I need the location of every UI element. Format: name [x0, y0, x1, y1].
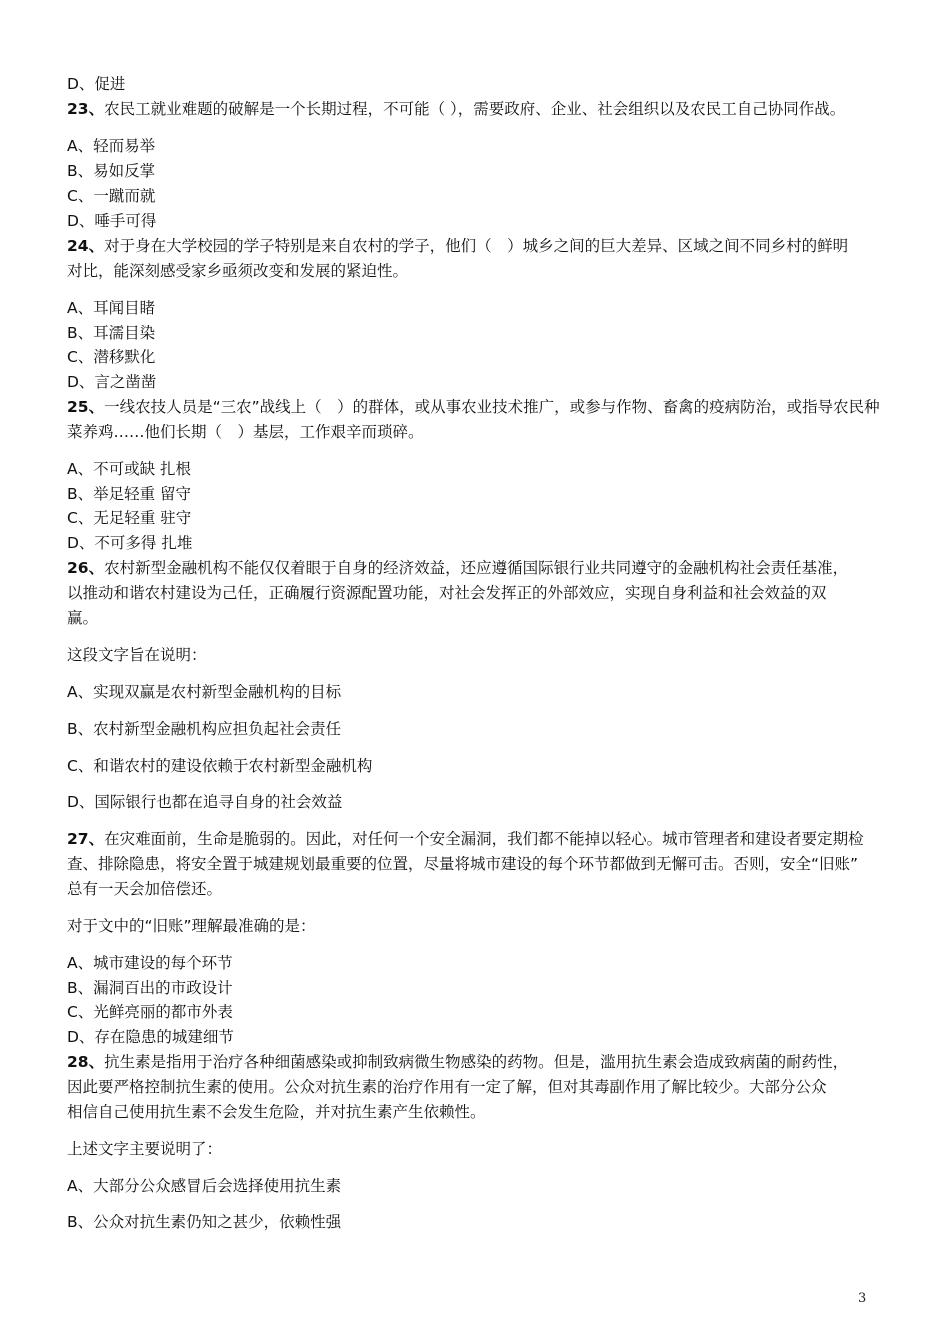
option-28-a: A、大部分公众感冒后会选择使用抗生素 [67, 1177, 342, 1195]
page-number: 3 [858, 1291, 867, 1306]
question-text-line: 总有一天会加倍偿还。 [67, 880, 223, 898]
question-text-line: 赢。 [67, 609, 99, 627]
option-25-b: B、举足轻重 留守 [67, 485, 192, 503]
question-28-stem [67, 1051, 848, 1073]
question-text-line: 相信自己使用抗生素不会发生危险，并对抗生素产生依赖性。 [67, 1103, 486, 1121]
option-25-d: D、不可多得 扎堆 [67, 534, 193, 552]
question-text-line: 农民工就业难题的破解是一个长期过程，不可能（ ），需要政府、企业、社会组织以及农民工自己协同作战。 [104, 100, 846, 118]
option-25-a: A、不可或缺 扎根 [67, 460, 192, 478]
option-24-d: D、言之凿凿 [67, 373, 157, 391]
option-25-c: C、无足轻重 驻守 [67, 509, 192, 527]
option-23-b: B、易如反掌 [67, 162, 156, 180]
question-27-prompt: 对于文中的“旧账”理解最准确的是： [67, 917, 316, 935]
question-text-line: 因此要严格控制抗生素的使用。公众对抗生素的治疗作用有一定了解，但对其毒副作用了解比较少。大部分公众 [67, 1078, 827, 1096]
option-27-a: A、城市建设的每个环节 [67, 954, 233, 972]
question-27-stem [67, 828, 864, 850]
question-text-line: 对于身在大学校园的学子特别是来自农村的学子，他们（ ）城乡之间的巨大差异、区域之间不同乡村的鲜明 [104, 237, 849, 255]
question-text-line: 在灾难面前，生命是脆弱的。因此，对任何一个安全漏洞，我们都不能掉以轻心。城市管理者和建设者要定期检 [104, 830, 864, 848]
option-22-d: D、促进 [67, 75, 126, 93]
option-27-c: C、光鲜亮丽的都市外表 [67, 1003, 233, 1021]
question-number: 27、 [67, 830, 105, 848]
question-text-line: 对比，能深刻感受家乡亟须改变和发展的紧迫性。 [67, 262, 409, 280]
question-text-line: 查、排除隐患，将安全置于城建规划最重要的位置，尽量将城市建设的每个环节都做到无懈可击。否则，安全“旧账” [67, 855, 859, 873]
question-26-stem [67, 557, 848, 579]
option-27-b: B、漏洞百出的市政设计 [67, 979, 233, 997]
option-28-b: B、公众对抗生素仍知之甚少，依赖性强 [67, 1213, 342, 1231]
question-28-prompt: 上述文字主要说明了： [67, 1140, 223, 1158]
question-text-line: 菜养鸡……他们长期（ ）基层，工作艰辛而琐碎。 [67, 423, 424, 441]
option-24-b: B、耳濡目染 [67, 324, 156, 342]
option-23-c: C、一蹴而就 [67, 187, 156, 205]
option-23-a: A、轻而易举 [67, 137, 156, 155]
option-24-a: A、耳闻目睹 [67, 299, 156, 317]
option-27-d: D、存在隐患的城建细节 [67, 1028, 234, 1046]
question-23-stem [67, 98, 845, 120]
question-text-line: 农村新型金融机构不能仅仅着眼于自身的经济效益，还应遵循国际银行业共同遵守的金融机构社会责任基准， [104, 559, 849, 577]
option-24-c: C、潜移默化 [67, 348, 156, 366]
option-26-a: A、实现双赢是农村新型金融机构的目标 [67, 683, 342, 701]
question-24-stem [67, 235, 848, 257]
question-number: 26、 [67, 559, 105, 577]
question-text-line: 以推动和谐农村建设为己任，正确履行资源配置功能，对社会发挥正的外部效应，实现自身利益和社会效益的双 [67, 584, 827, 602]
question-number: 25、 [67, 398, 105, 416]
option-26-d: D、国际银行也都在追寻自身的社会效益 [67, 793, 343, 811]
question-text-line: 一线农技人员是“三农”战线上（ ）的群体，或从事农业技术推广，或参与作物、畜禽的疫病防治，或指导农民种 [104, 398, 880, 416]
question-25-stem [67, 396, 880, 418]
question-number: 23、 [67, 100, 105, 118]
question-26-prompt: 这段文字旨在说明： [67, 646, 207, 664]
option-23-d: D、唾手可得 [67, 212, 157, 230]
question-number: 24、 [67, 237, 105, 255]
question-number: 28、 [67, 1053, 105, 1071]
option-26-b: B、农村新型金融机构应担负起社会责任 [67, 720, 342, 738]
option-26-c: C、和谐农村的建设依赖于农村新型金融机构 [67, 757, 373, 775]
question-text-line: 抗生素是指用于治疗各种细菌感染或抑制致病微生物感染的药物。但是，滥用抗生素会造成致病菌的耐药性， [104, 1053, 849, 1071]
